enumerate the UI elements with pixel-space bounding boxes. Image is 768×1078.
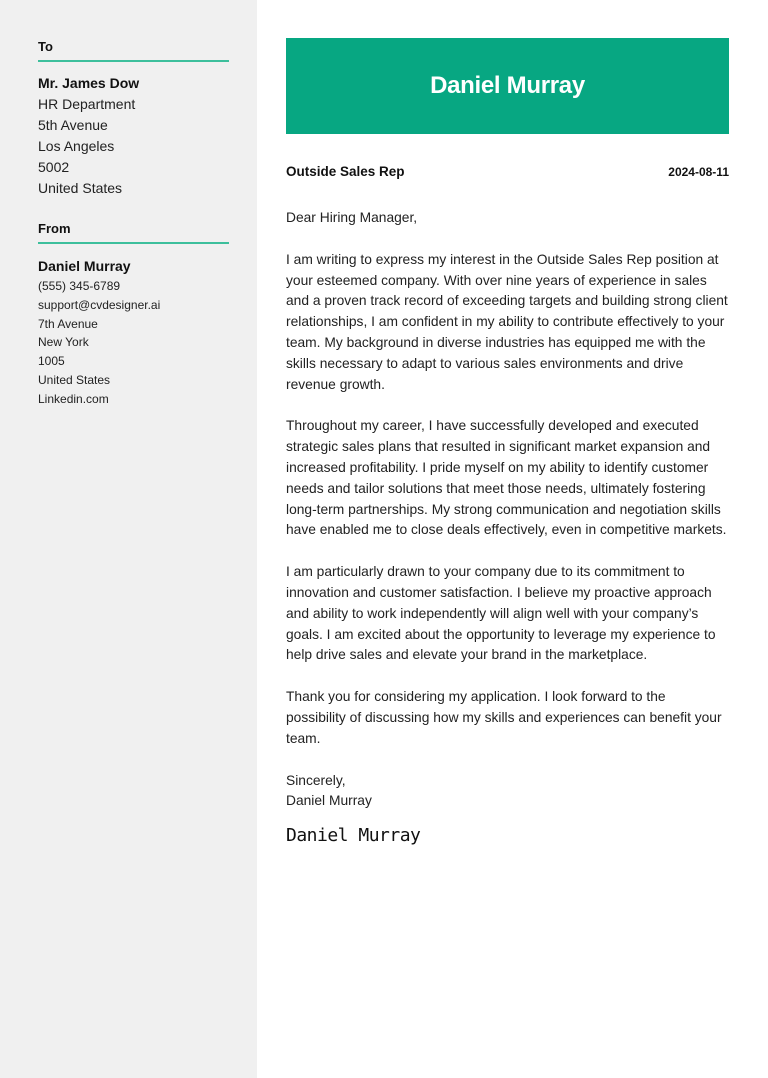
paragraph-2: Throughout my career, I have successfully developed and executed strategic sales plans that resulted in significant market expansion and increased profitability. I pride myself on my ability to identify customer needs and tailor solutions that meet those needs, ultimately fostering long-term partnerships. My strong communication and negotiation skills have enabled me to close deals effectively, even in competitive markets. (286, 418, 727, 538)
closing-name: Daniel Murray (286, 793, 372, 809)
recipient-city: Los Angeles (38, 138, 115, 154)
sender-block (38, 256, 229, 409)
job-title: Outside Sales Rep (286, 164, 405, 179)
recipient-department: HR Department (38, 96, 136, 112)
recipient-block (38, 73, 229, 199)
sender-country: United States (38, 372, 111, 387)
recipient-name: Mr. James Dow (38, 75, 140, 91)
sender-linkedin: Linkedin.com (38, 391, 109, 406)
sender-street: 7th Avenue (38, 316, 98, 331)
sender-zip: 1005 (38, 354, 65, 369)
sender-email: support@cvdesigner.ai (38, 297, 161, 312)
header-name: Daniel Murray (430, 72, 585, 99)
recipient-street: 5th Avenue (38, 117, 108, 133)
letter-date: 2024-08-11 (668, 165, 729, 179)
sidebar (0, 0, 257, 1078)
paragraph-3: I am particularly drawn to your company due to its commitment to innovation and customer satisfaction. I believe my proactive approach and ability to work independently will align well with your company’s goals. I am excited about the opportunity to leverage my experience to help drive sales and elevate your brand in the marketplace. (286, 564, 716, 663)
from-heading: From (38, 221, 229, 244)
recipient-zip: 5002 (38, 159, 70, 175)
closing-salutation: Sincerely, (286, 772, 346, 788)
letter-body (286, 208, 729, 750)
sender-city: New York (38, 335, 89, 350)
letter-meta (286, 164, 729, 179)
paragraph-1: I am writing to express my interest in the Outside Sales Rep position at your esteemed company. With over nine years of experience in sales and a proven track record of exceeding targets and building strong client relationships, I am confident in my ability to contribute effectively to your team. My background in diverse industries has equipped me with the skills necessary to adapt to various sales environments and drive revenue growth. (286, 251, 728, 392)
greeting: Dear Hiring Manager, (286, 210, 418, 225)
sender-phone: (555) 345-6789 (38, 279, 121, 293)
to-heading: To (38, 39, 229, 62)
header-banner (286, 38, 729, 134)
paragraph-4: Thank you for considering my application. I look forward to the possibility of discussing how my skills and experiences can benefit your team. (286, 689, 722, 746)
signature: Daniel Murray (286, 825, 421, 847)
letter-main (257, 0, 768, 1078)
recipient-country: United States (38, 180, 123, 196)
closing-block (286, 771, 729, 813)
sender-name: Daniel Murray (38, 258, 131, 274)
